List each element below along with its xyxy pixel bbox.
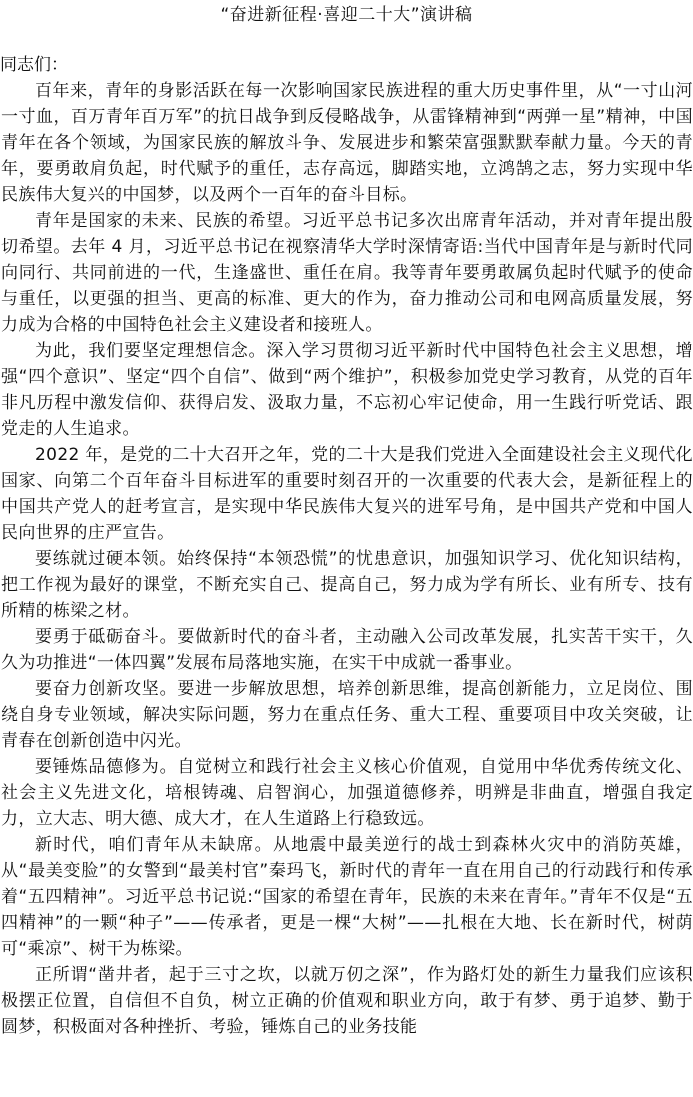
paragraph-7: 要奋力创新攻坚。要进一步解放思想，培养创新思维，提高创新能力，立足岗位、围绕自身专业领域，解决实际问题，努力在重点任务、重大工程、重要项目中攻关突破，让青春在创新创造中闪光。 (1, 679, 693, 751)
paragraph-5: 要练就过硬本领。始终保持“本领恐慌”的忧患意识，加强知识学习、优化知识结构，把工作视为最好的课堂，不断充实自己、提高自己，努力成为学有所长、业有所专、技有所精的栋梁之材。 (1, 549, 693, 621)
paragraph-2: 青年是国家的未来、民族的希望。习近平总书记多次出席青年活动，并对青年提出殷切希望。去年 4 月，习近平总书记在视察清华大学时深情寄语:当代中国青年是与新时代同向同行、共同前进的一代，生逢盛世、重任在肩。我等青年要勇敢属负起时代赋予的使命与重任，以更强的担当、更高的标准、更大的作为，奋力推动公司和电网高质量发展，努力成为合格的中国特色社会主义建设者和接班人。 (1, 211, 693, 335)
paragraph-3: 为此，我们要坚定理想信念。深入学习贯彻习近平新时代中国特色社会主义思想，增强“四个意识”、坚定“四个自信”、做到“两个维护”，积极参加党史学习教育，从党的百年非凡历程中激发信仰、获得启发、汲取力量，不忘初心牢记使命，用一生践行听党话、跟党走的人生追求。 (1, 341, 693, 439)
paragraph-1: 百年来，青年的身影活跃在每一次影响国家民族进程的重大历史事件里，从“一寸山河一寸血，百万青年百万军”的抗日战争到反侵略战争，从雷锋精神到“两弹一星”精神，中国青年在各个领域，为国家民族的解放斗争、发展进步和繁荣富强默默奉献力量。今天的青年，要勇敢肩负起，时代赋予的重任，志存高远，脚踏实地，立鸿鹄之志，努力实现中华民族伟大复兴的中国梦，以及两个一百年的奋斗目标。 (1, 81, 693, 205)
paragraph-9: 新时代，咱们青年从未缺席。从地震中最美逆行的战士到森林火灾中的消防英雄，从“最美变脸”的女警到“最美村官”秦玛飞，新时代的青年一直在用自己的行动践行和传承着“五四精神”。习近平总书记说:“国家的希望在青年，民族的未来在青年。”青年不仅是“五四精神”的一颗“种子”——传承者，更是一棵“大树”——扎根在大地、长在新时代，树荫可“乘凉”、树干为栋梁。 (1, 835, 693, 959)
document-title: “奋进新征程·喜迎二十大”演讲稿 (220, 5, 473, 25)
paragraph-8: 要锤炼品德修为。自觉树立和践行社会主义核心价值观，自觉用中华优秀传统文化、社会主义先进文化，培根铸魂、启智润心，加强道德修养，明辨是非曲直，增强自我定力，立大志、明大德、成大才，在人生道路上行稳致远。 (1, 757, 693, 829)
paragraph-4: 2022 年，是党的二十大召开之年，党的二十大是我们党进入全面建设社会主义现代化国家、向第二个百年奋斗目标进军的重要时刻召开的一次重要的代表大会，是新征程上的中国共产党人的赶考宣言，是实现中华民族伟大复兴的进军号角，是中国共产党和中国人民向世界的庄严宣告。 (1, 445, 693, 543)
salutation: 同志们： (0, 55, 68, 75)
paragraph-10: 正所谓“凿井者，起于三寸之坎，以就万仞之深”，作为路灯处的新生力量我们应该积极摆正位置，自信但不自负，树立正确的价值观和职业方向，敢于有梦、勇于追梦、勤于圆梦，积极面对各种挫折、考验，锤炼自己的业务技能 (1, 965, 693, 1037)
paragraph-6: 要勇于砥砺奋斗。要做新时代的奋斗者，主动融入公司改革发展，扎实苦干实干，久久为功推进“一体四翼”发展布局落地实施，在实干中成就一番事业。 (1, 627, 693, 673)
